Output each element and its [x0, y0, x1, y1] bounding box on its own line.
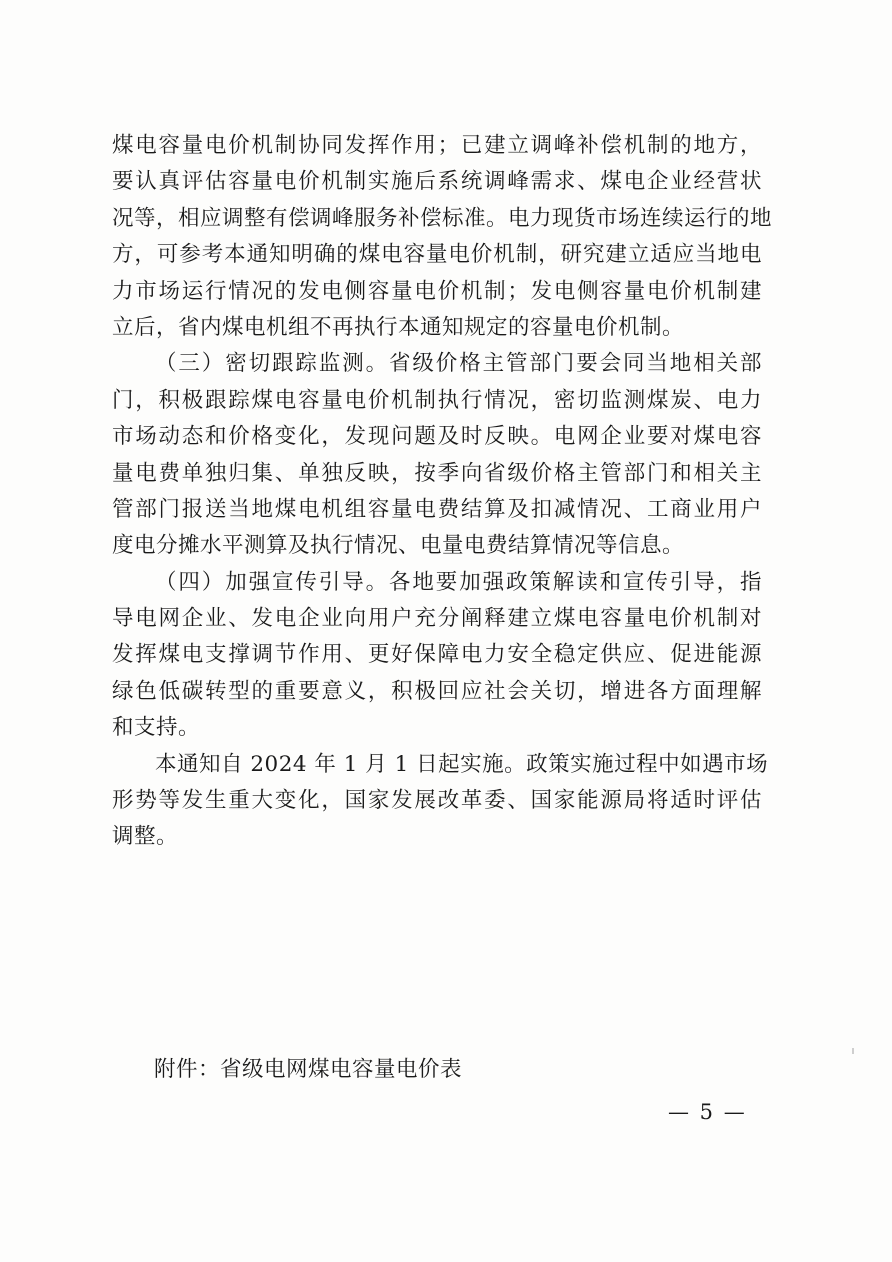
text-line: 市场动态和价格变化，发现问题及时反映。电网企业要对煤电容 — [112, 424, 762, 450]
body-text — [112, 128, 773, 856]
text-line: 门，积极跟踪煤电容量电价机制执行情况，密切监测煤炭、电力 — [112, 387, 762, 413]
page-number: — 5 — — [668, 1100, 747, 1124]
scan-mark — [852, 1048, 854, 1054]
text-line: 绿色低碳转型的重要意义，积极回应社会关切，增进各方面理解 — [112, 678, 762, 704]
text-line: 煤电容量电价机制协同发挥作用；已建立调峰补偿机制的地方， — [112, 133, 762, 158]
text-line: 调整。 — [112, 824, 179, 850]
text-line: 管部门报送当地煤电机组容量电费结算及扣减情况、工商业用户 — [112, 496, 762, 522]
text-line: 度电分摊水平测算及执行情况、电量电费结算情况等信息。 — [112, 533, 685, 559]
text-line: 立后，省内煤电机组不再执行本通知规定的容量电价机制。 — [112, 314, 685, 340]
text-line: 发挥煤电支撑调节作用、更好保障电力安全稳定供应、促进能源 — [112, 642, 762, 668]
text-line: 要认真评估容量电价机制实施后系统调峰需求、煤电企业经营状 — [112, 169, 762, 195]
section-four-heading-line: （四）加强宣传引导。各地要加强政策解读和宣传引导，指 — [155, 569, 762, 595]
text-line: 方，可参考本通知明确的煤电容量电价机制，研究建立适应当地电 — [112, 242, 762, 268]
attachment-note: 附件：省级电网煤电容量电价表 — [154, 1057, 463, 1082]
text-line: 形势等发生重大变化，国家发展改革委、国家能源局将适时评估 — [112, 788, 762, 814]
section-three-heading-line: （三）密切跟踪监测。省级价格主管部门要会同当地相关部 — [155, 351, 762, 377]
text-line: 力市场运行情况的发电侧容量电价机制；发电侧容量电价机制建 — [112, 278, 762, 304]
text-line: 量电费单独归集、单独反映，按季向省级价格主管部门和相关主 — [112, 460, 762, 486]
text-line: 况等，相应调整有偿调峰服务补偿标准。电力现货市场连续运行的地 — [112, 205, 773, 231]
text-line: 导电网企业、发电企业向用户充分阐释建立煤电容量电价机制对 — [112, 606, 762, 632]
effective-date-line: 本通知自 2024 年 1 月 1 日起实施。政策实施过程中如遇市场 — [155, 751, 769, 777]
text-line: 和支持。 — [112, 715, 201, 741]
